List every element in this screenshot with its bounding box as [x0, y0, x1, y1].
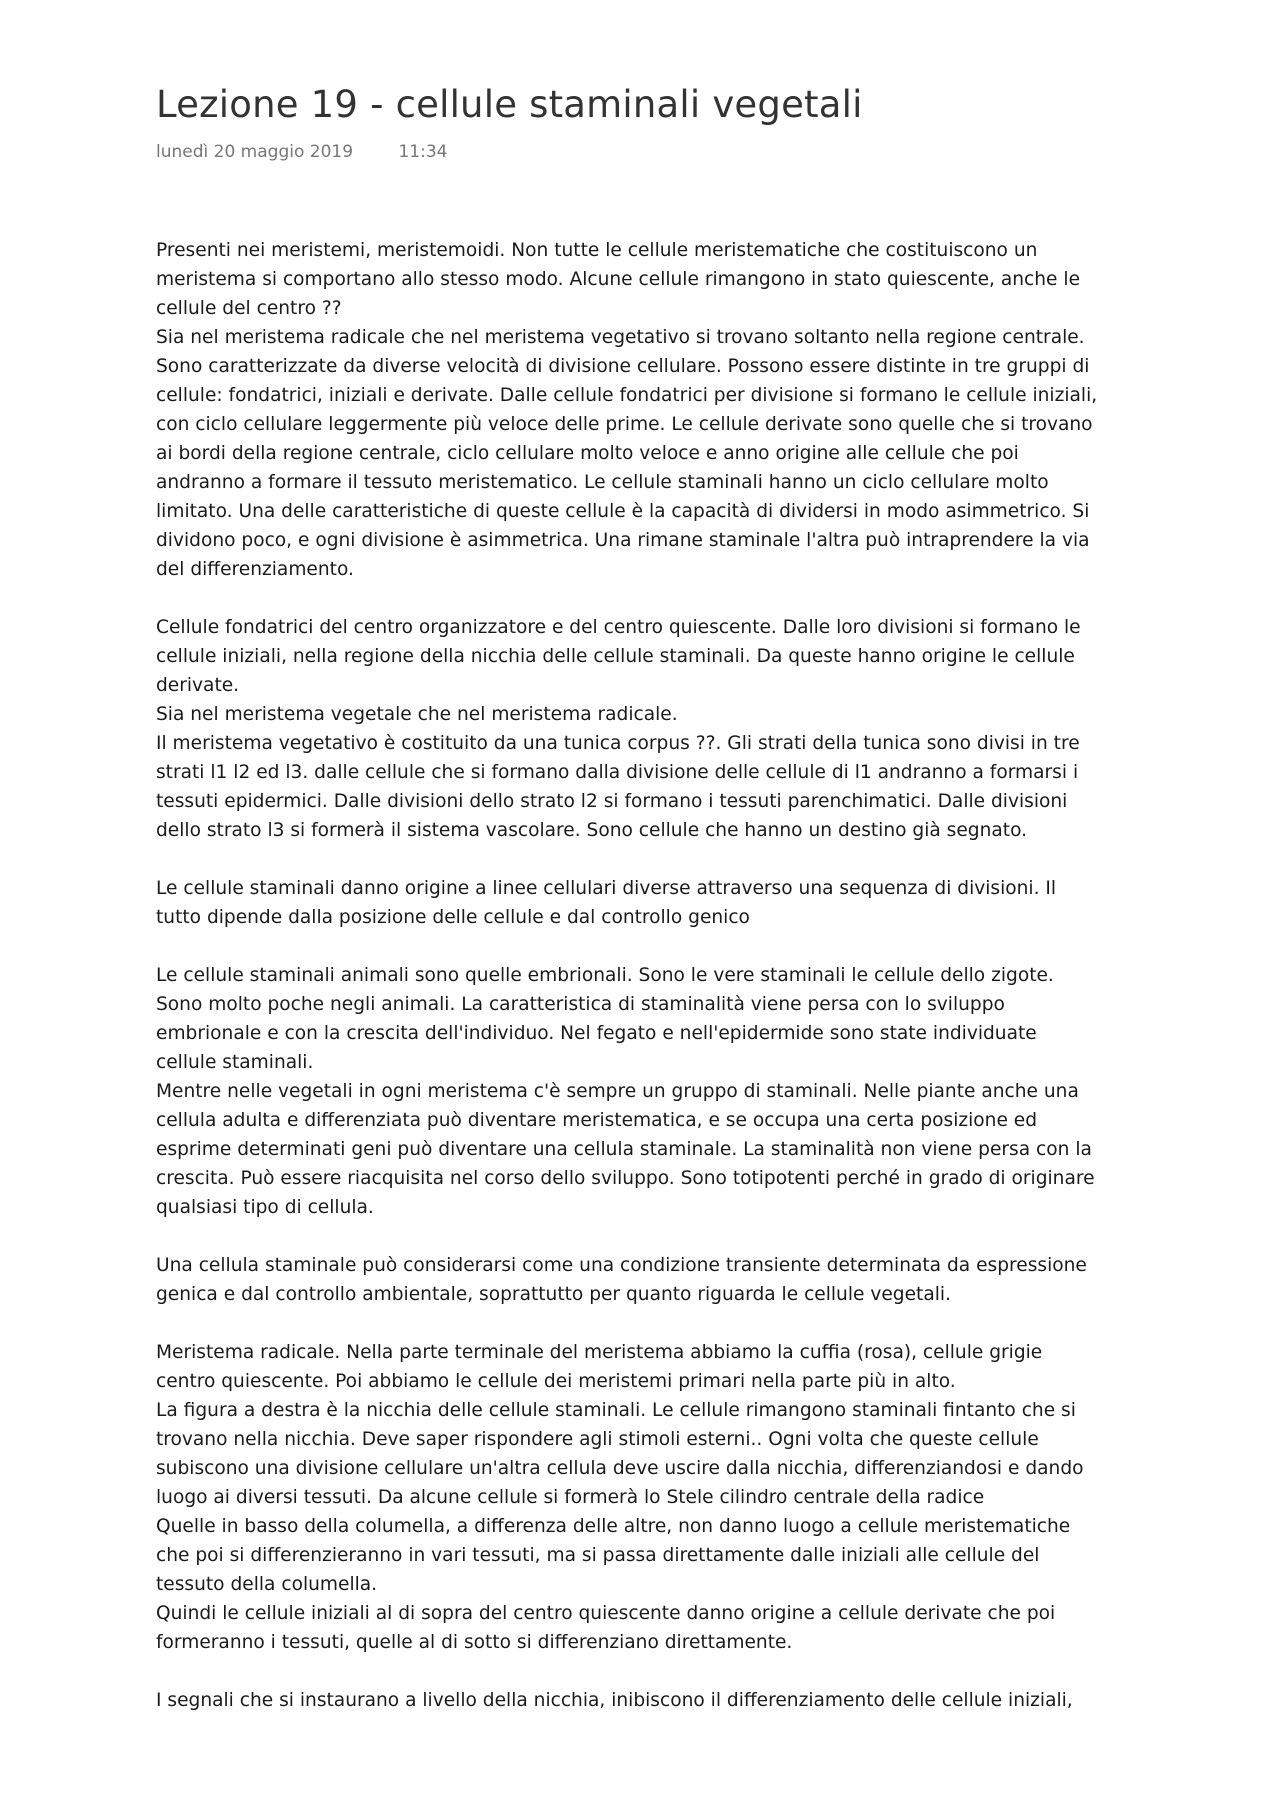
text-line: Presenti nei meristemi, meristemoidi. Non tutte le cellule meristematiche che costituiscono un — [156, 240, 1038, 261]
paragraph — [156, 1251, 1156, 1309]
text-line: crescita. Può essere riacquisita nel corso dello sviluppo. Sono totipotenti perché in grado di originare — [156, 1168, 1095, 1189]
text-line: qualsiasi tipo di cellula. — [156, 1197, 374, 1218]
text-line: tessuto della columella. — [156, 1574, 378, 1595]
text-line: Una cellula staminale può considerarsi come una condizione transiente determinata da espressione — [156, 1255, 1087, 1276]
text-line: dividono poco, e ogni divisione è asimmetrica. Una rimane staminale l'altra può intraprendere la via — [156, 530, 1090, 551]
paragraph — [156, 874, 1156, 932]
text-line: derivate. — [156, 675, 240, 696]
text-line: andranno a formare il tessuto meristematico. Le cellule staminali hanno un ciclo cellulare molto — [156, 472, 1049, 493]
note-page — [156, 80, 1146, 1711]
text-line: genica e dal controllo ambientale, soprattutto per quanto riguarda le cellule vegetali. — [156, 1284, 951, 1305]
text-line: luogo ai diversi tessuti. Da alcune cellule si formerà lo Stele cilindro centrale della radice — [156, 1487, 985, 1508]
text-line: Sia nel meristema radicale che nel meristema vegetativo si trovano soltanto nella regione centrale. — [156, 327, 1085, 348]
note-metadata — [156, 140, 1146, 164]
text-line: I segnali che si instaurano a livello della nicchia, inibiscono il differenziamento delle cellule iniziali, — [156, 1690, 1073, 1711]
text-line: Mentre nelle vegetali in ogni meristema c'è sempre un gruppo di staminali. Nelle piante anche una — [156, 1081, 1079, 1102]
paragraph — [156, 613, 1156, 845]
text-line: dello strato l3 si formerà il sistema vascolare. Sono cellule che hanno un destino già segnato. — [156, 820, 1028, 841]
text-line: cellule del centro ?? — [156, 298, 342, 319]
text-line: Le cellule staminali danno origine a linee cellulari diverse attraverso una sequenza di divisioni. Il — [156, 878, 1057, 899]
note-time: 11:34 — [398, 142, 448, 162]
text-line: tessuti epidermici. Dalle divisioni dello strato l2 si formano i tessuti parenchimatici. Dalle divisioni — [156, 791, 1068, 812]
page-title: Lezione 19 - cellule staminali vegetali — [156, 83, 863, 126]
text-line: Cellule fondatrici del centro organizzatore e del centro quiescente. Dalle loro divisioni si formano le — [156, 617, 1081, 638]
text-line: formeranno i tessuti, quelle al di sotto si differenziano direttamente. — [156, 1632, 793, 1653]
paragraph — [156, 1338, 1156, 1657]
paragraph — [156, 236, 1156, 584]
text-line: tutto dipende dalla posizione delle cellule e dal controllo genico — [156, 907, 750, 928]
text-line: strati l1 l2 ed l3. dalle cellule che si formano dalla divisione delle cellule di l1 andranno a formarsi i — [156, 762, 1079, 783]
paragraph — [156, 961, 1156, 1222]
text-line: cellula adulta e differenziata può diventare meristematica, e se occupa una certa posizione ed — [156, 1110, 1038, 1131]
text-line: trovano nella nicchia. Deve saper rispondere agli stimoli esterni.. Ogni volta che queste cellule — [156, 1429, 1039, 1450]
text-line: Sono molto poche negli animali. La caratteristica di staminalità viene persa con lo sviluppo — [156, 994, 1005, 1015]
text-line: limitato. Una delle caratteristiche di queste cellule è la capacità di dividersi in modo asimmetrico. Si — [156, 501, 1090, 522]
text-line: del differenziamento. — [156, 559, 354, 580]
text-line: embrionale e con la crescita dell'individuo. Nel fegato e nell'epidermide sono state individuate — [156, 1023, 1037, 1044]
text-line: La figura a destra è la nicchia delle cellule staminali. Le cellule rimangono staminali fintanto che si — [156, 1400, 1076, 1421]
text-line: Quindi le cellule iniziali al di sopra del centro quiescente danno origine a cellule derivate che poi — [156, 1603, 1056, 1624]
text-line: ai bordi della regione centrale, ciclo cellulare molto veloce e anno origine alle cellule che poi — [156, 443, 1019, 464]
text-line: Il meristema vegetativo è costituito da una tunica corpus ??. Gli strati della tunica sono divisi in tre — [156, 733, 1080, 754]
text-line: Le cellule staminali animali sono quelle embrionali. Sono le vere staminali le cellule dello zigote. — [156, 965, 1054, 986]
text-line: esprime determinati geni può diventare una cellula staminale. La staminalità non viene persa con la — [156, 1139, 1092, 1160]
text-line: meristema si comportano allo stesso modo. Alcune cellule rimangono in stato quiescente, anche le — [156, 269, 1081, 290]
text-line: subiscono una divisione cellulare un'altra cellula deve uscire dalla nicchia, differenziandosi e dando — [156, 1458, 1084, 1479]
text-line: che poi si differenzieranno in vari tessuti, ma si passa direttamente dalle iniziali alle cellule del — [156, 1545, 1040, 1566]
text-line: Quelle in basso della columella, a differenza delle altre, non danno luogo a cellule meristematiche — [156, 1516, 1071, 1537]
text-line: Meristema radicale. Nella parte terminale del meristema abbiamo la cuffia (rosa), cellule grigie — [156, 1342, 1043, 1363]
note-body — [156, 236, 1156, 1744]
paragraph — [156, 1686, 1156, 1715]
text-line: cellule staminali. — [156, 1052, 314, 1073]
text-line: Sono caratterizzate da diverse velocità di divisione cellulare. Possono essere distinte in tre gruppi di — [156, 356, 1090, 377]
text-line: cellule iniziali, nella regione della nicchia delle cellule staminali. Da queste hanno origine le cellule — [156, 646, 1075, 667]
text-line: con ciclo cellulare leggermente più veloce delle prime. Le cellule derivate sono quelle che si trovano — [156, 414, 1093, 435]
text-line: cellule: fondatrici, iniziali e derivate. Dalle cellule fondatrici per divisione si formano le cellule iniziali, — [156, 385, 1098, 406]
note-date: lunedì 20 maggio 2019 — [156, 142, 354, 162]
text-line: Sia nel meristema vegetale che nel meristema radicale. — [156, 704, 678, 725]
text-line: centro quiescente. Poi abbiamo le cellule dei meristemi primari nella parte più in alto. — [156, 1371, 956, 1392]
